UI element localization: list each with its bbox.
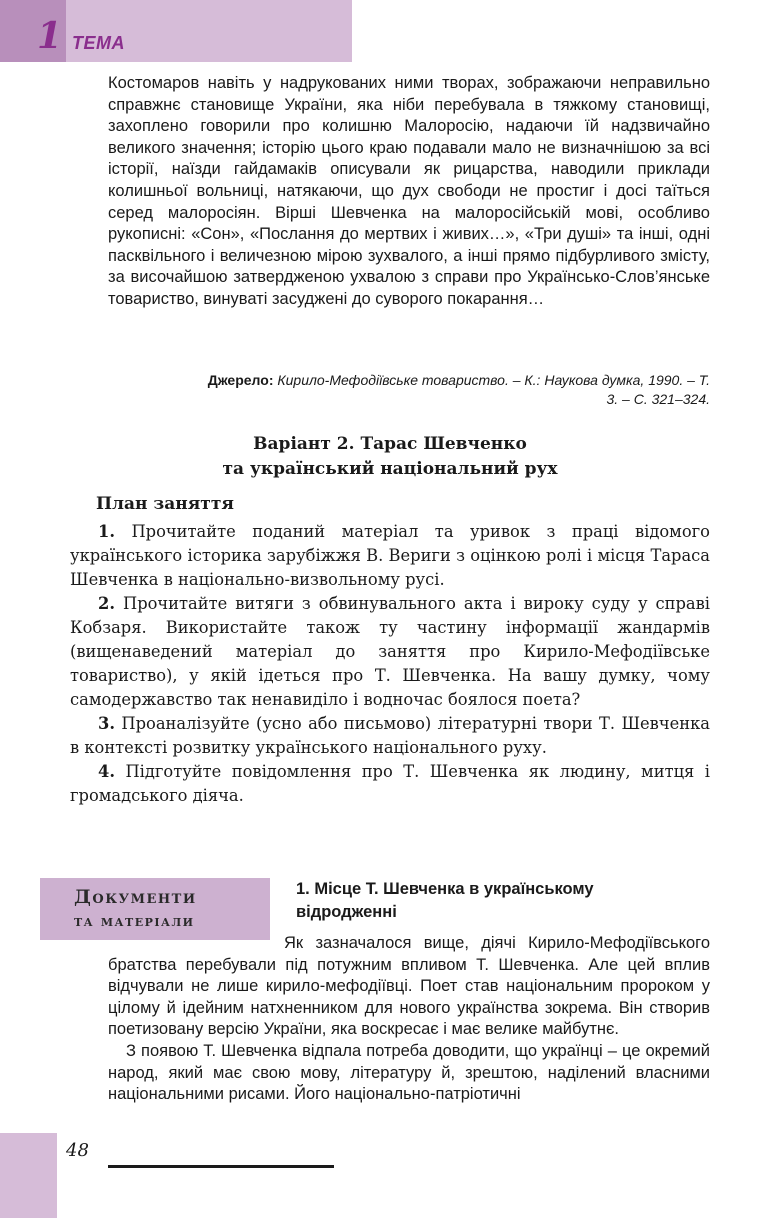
source-label: Джерело: (207, 372, 274, 388)
variant-title-line1: Варіант 2. Тарас Шевченко (253, 434, 527, 454)
page-number: 48 (66, 1140, 89, 1161)
quote-text: Костомаров навіть у надрукованих ними творах, зображаючи неправильно справжнє становище України, яка ніби перебувала в тяжкому становищі, захоплено говорили про колишню Малоросію, надаючи їй надзвичайно великого значення; історію цього краю подавали мало не визначнішою за всі історії, наїзди гайдамаків описували як рицарства, наводили приклади колишньої вольниці, натякаючи, що дух свободи не простиг і досі таїться серед малоросіян. Вірші Шевченка на малоросійській мові, особливо рукописні: «Сон», «Послання до мертвих і живих…», «Три душі» та інші, одні пасквільного і величезною мірою зухвалого, а інші прямо підбурливого змісту, за височайшою затвердженою ухвалою з справи про Українсько-Слов’янське товариство, винуваті засуджені до суворого покарання… (108, 74, 710, 308)
plan-item-number: 1. (98, 522, 115, 541)
documents-body (108, 933, 710, 1106)
plan-item-text: Підготуйте повідомлення про Т. Шевченка як людину, митця і громадського діяча. (70, 762, 710, 805)
plan-list (70, 520, 710, 808)
documents-paragraph-1: Як зазначалося вище, діячі Кирило-Мефодіївського братства перебували під потужним впливом Т. Шевченка. Але цей вплив відчували не лише кирило-мефодіївці. Поет став національним пророком у цілому й ідейним натхненником для нового українства зокрема. Він створив поетизовану версію України, яка воскресає і має велике майбутнє. (108, 934, 710, 1039)
source-text: Кирило-Мефодіївське товариство. – К.: Наукова думка, 1990. – Т. 3. – С. 321–324. (277, 372, 710, 407)
plan-item-text: Проаналізуйте (усно або письмово) літературні твори Т. Шевченка в контексті розвитку українського національного руху. (70, 714, 710, 757)
documents-paragraph-2: З появою Т. Шевченка відпала потреба доводити, що українці – це окремий народ, який має свою мову, літературу й, зрештою, наділений власними національними рисами. Його національно-патріотичні (108, 1041, 710, 1104)
documents-badge-line2: та матеріали (74, 912, 195, 930)
variant-title (130, 432, 650, 482)
documents-badge-line1: Документи (74, 886, 197, 908)
footer-band (0, 1133, 57, 1218)
variant-title-line2: та український національний рух (222, 459, 558, 479)
plan-item (70, 520, 710, 592)
plan-item-number: 2. (98, 594, 115, 613)
theme-label: ТЕМА (72, 33, 125, 53)
plan-item-text: Прочитайте витяги з обвинувального акта і вироку суду у справі Кобзаря. Використайте також ту частину інформації жандармів (вищенаведений матеріал до заняття про Кирило-Мефодіївське товариство), у якій ідеться про Т. Шевченка. На вашу думку, чому самодержавство так ненавиділо і водночас боялося поета? (70, 594, 710, 709)
plan-item (70, 712, 710, 760)
plan-item-number: 4. (98, 762, 115, 781)
plan-title: План заняття (96, 494, 234, 514)
documents-badge (40, 878, 270, 940)
plan-item-text: Прочитайте поданий матеріал та уривок з праці відомого українського історика зарубіжжя В. Вериги з оцінкою ролі і місця Тараса Шевченка в національно-визвольному русі. (70, 522, 710, 589)
quote-block (108, 73, 710, 311)
footer-rule (108, 1165, 334, 1168)
plan-item (70, 760, 710, 808)
section-title: 1. Місце Т. Шевченка в українському відродженні (296, 880, 594, 921)
theme-number: 1 (37, 15, 63, 57)
quote-source (200, 371, 710, 409)
plan-item (70, 592, 710, 712)
plan-item-number: 3. (98, 714, 115, 733)
